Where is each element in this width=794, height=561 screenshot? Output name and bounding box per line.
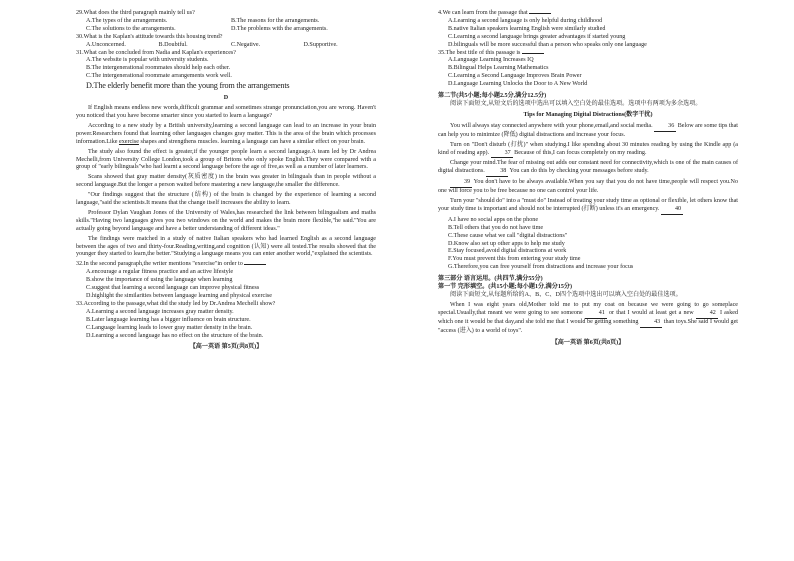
option-c: C.Learning a second language brings greater advantages if started young (448, 33, 626, 40)
option-b: B.Doubtful. (158, 41, 188, 48)
passage-paragraph: Turn your "should do" into a "must do" Instead of treating your study time as optional or flexible, let others know that your study time is important and should not be interrupted (打断) unless it's an emergency. 40 (438, 198, 738, 215)
option-b: B.The reasons for the arrangements. (231, 17, 320, 24)
option-c: C.The intergenerational roommate arrangements work well. (86, 73, 232, 80)
option-a: A.The types of the arrangements. (86, 17, 168, 24)
option-b: B.Later language learning has a bigger influence on brain structure. (86, 316, 251, 323)
option-c: C.These cause what we call "digital distractions" (448, 232, 568, 239)
right-column (438, 10, 738, 347)
option-d: D.The problems with the arrangements. (231, 25, 328, 32)
section-instructions: 阅读下面短文,从短文后的选项中选出可以填入空白处的最佳选项。选项中有两项为多余选项。 (450, 100, 702, 107)
option-d: D.Language Learning Unlocks the Door to A New World (448, 81, 588, 88)
part-heading: 第三部分 语言运用。(共四节,满分55分) (438, 276, 543, 283)
page-footer: 【高一英语 第6页(共8页)】 (551, 339, 625, 346)
answer-blank: 38 (486, 168, 508, 177)
option-a: A.Learning a second language is only helpful during childhood (448, 17, 603, 24)
question-stem: 33.According to the passage,what did the study led by Dr.Andrea Mechelli show? (76, 300, 276, 307)
passage-paragraph: Turn on "Don't disturb (打扰)" when studying.I like spending about 30 minutes reading by using the Kindle app (a kind of reading app). 37 Because of this,I can focus completely on my reading. (438, 142, 738, 159)
answer-blank: 42 (696, 310, 718, 319)
passage-paragraph: Scans showed that gray matter density(灰质密度) in the brain was greater in bilinguals than in people without a second language.But the longer a person waited before mastering a new language,the smaller the difference. (76, 174, 376, 189)
left-column (76, 10, 376, 352)
answer-blank: 37 (491, 150, 513, 159)
passage-label: D (223, 95, 229, 102)
option-b: B.Bilingual Helps Learning Mathematics (448, 65, 549, 72)
option-a: A.Language Learning Increases IQ (448, 57, 534, 64)
question-31 (76, 50, 376, 92)
option-b: B.Tell others that you do not have time (448, 224, 544, 231)
option-d: D.Know also set up other apps to help me study (448, 240, 565, 247)
option-a: A.I have no social apps on the phone (448, 216, 539, 223)
option-e: E.Stay focused,avoid digital distractions at work (448, 248, 567, 255)
option-d: D.The elderly benefit more than the young from the arrangements (86, 81, 290, 91)
passage-paragraph: Professor Dylan Vaughan Jones of the University of Wales,has researched the link between bilingualism and maths skills."Having two languages gives you two windows on the world and makes the brain more flexible,"he said."You are actually going beyond language and have a better understanding of different ideas." (76, 209, 376, 232)
options-list (438, 217, 738, 272)
passage-paragraph: The findings were matched in a study of native Italian speakers who had learned English as a second language between the ages of two and thirty-four.Reading,writing,and cognition (认知) were all tested.The results showed that the younger they started to learn,the better."Studying a language means you can enter another world,"explained the scientists. (76, 235, 376, 258)
question-34 (438, 10, 738, 50)
answer-blank: 39 (450, 179, 472, 188)
section-subheading: 第一节 完形填空。(共15小题;每小题1分,满分15分) (438, 284, 573, 291)
option-c: C.The solutions to the arrangements. (86, 25, 176, 32)
section-heading: 第二节(共5小题;每小题2.5分,满分12.5分) (438, 93, 547, 100)
question-stem: 4.We can learn from the passage that (438, 10, 738, 18)
question-stem: 32.In the second paragraph,the writer mentions "exercise"in order to (76, 261, 376, 269)
answer-blank (522, 53, 544, 54)
question-stem: 30.What is the Kaplan's attitude towards this housing trend? (76, 33, 223, 40)
answer-blank: 43 (640, 319, 662, 328)
question-stem: 31.What can be concluded from Nadia and Kaplan's experiences? (76, 49, 236, 56)
option-a: A.encourage a regular fitness practice and an active lifestyle (86, 269, 234, 276)
option-a: A.Unconcerned. (86, 41, 126, 48)
question-stem: 29.What does the third paragraph mainly tell us? (76, 10, 195, 16)
option-d: D.Supportive. (303, 41, 338, 48)
underlined-word: exercise (118, 138, 139, 145)
option-c: C.Negative. (231, 41, 261, 48)
passage-title: Tips for Managing Digital Distractions(数字干扰) (523, 111, 653, 118)
option-b: B.The intergenerational roommates should help each other. (86, 65, 231, 72)
option-c: C.Learning a Second Language Improves Brain Power (448, 73, 582, 80)
answer-blank: 40 (661, 206, 683, 215)
passage-paragraph: If English means endless new words,difficult grammar and sometimes strange pronunciation,you are wrong. Haven't you noticed that you have become smarter since you started to learn a language? (76, 105, 376, 119)
option-d: D.Learning a second language has no effect on the structure of the brain. (86, 332, 264, 339)
passage-paragraph: The study also found the effect is greater,if the younger people learn a second language.A team led by Dr Andrea Mechelli,from University College London,took a group of Britons who only spoke English.They were compared with a group of "early bilinguals"who had learnt a second language before the age of five,as well as a number of later learners. (76, 148, 376, 171)
cloze-paragraph: When I was eight years old,Mother told me to put my coat on because we were going to go someplace special.Usually,that meant we were going to see someone 41 or that I would at least get a new 42 I asked which one it would be that day,and she told me that I would be getting something 43 than toys.She said I would get "access (进入) to a world of toys". (438, 301, 739, 334)
option-g: G.Therefore,you can free yourself from distractions and increase your focus (448, 264, 634, 271)
question-29 (76, 10, 376, 34)
option-c: C.suggest that learning a second language can improve physical fitness (86, 285, 260, 292)
option-a: A.Learning a second language increases gray matter density. (86, 308, 234, 315)
option-a: A.The website is popular with university students. (86, 57, 209, 64)
option-b: B.native Italian speakers learning English were similarly studied (448, 25, 606, 32)
passage-paragraph: "Our findings suggest that the structure (结构) of the brain is changed by the experience of learning a second language,"said the scientists.It means that the change itself increases the ability to learn. (76, 192, 376, 207)
section-instructions: 阅读下面短文,从每题所给的A、B、C、D四个选项中选出可以填入空白处的最佳选项。 (450, 292, 682, 298)
page-footer: 【高一英语 第5页(共8页)】 (189, 344, 263, 351)
question-33 (76, 301, 376, 341)
option-b: B.show the importance of using the language when learning (86, 277, 233, 284)
passage-paragraph: According to a new study by a British university,learning a second language can lead to an increase in your brain power.Researchers found that learning other languages changes gray matter. This is the area of the brain which processes information.Like exercise shapes and strengthens muscles. learning a language can have a similar effect on your brain. (76, 122, 376, 145)
question-stem: 35.The best title of this passage is (438, 50, 738, 58)
option-f: F.You must prevent this from entering your study time (448, 256, 581, 263)
option-d: D.bilinguals will be more successful than a person who speaks only one language (448, 41, 647, 48)
option-c: C.Language learning leads to lower gray matter density in the brain. (86, 324, 253, 331)
option-d: D.highlight the similarities between language learning and physical exercise (86, 293, 272, 299)
answer-blank (529, 13, 551, 14)
answer-blank (244, 264, 266, 265)
question-32 (76, 261, 376, 301)
passage-paragraph: Change your mind.The fear of missing out adds our constant need for connectivity,which is one of the main causes of digital distractions. 38 You can do this by checking your messages before study. (438, 160, 738, 177)
answer-blank: 41 (585, 310, 607, 319)
passage-paragraph: 39 You don't have to be always available.When you say that you do not have time,people will respect you.No one will force you to be free because no one can control your life. (438, 179, 738, 195)
answer-blank: 36 (654, 123, 676, 132)
question-35 (438, 50, 738, 90)
passage-paragraph: You will always stay connected anywhere with your phone,email,and social media. 36 Below are some tips that can help you to minimize (降低) digital distractions and increase your focus. (438, 122, 738, 138)
question-30 (76, 34, 376, 50)
